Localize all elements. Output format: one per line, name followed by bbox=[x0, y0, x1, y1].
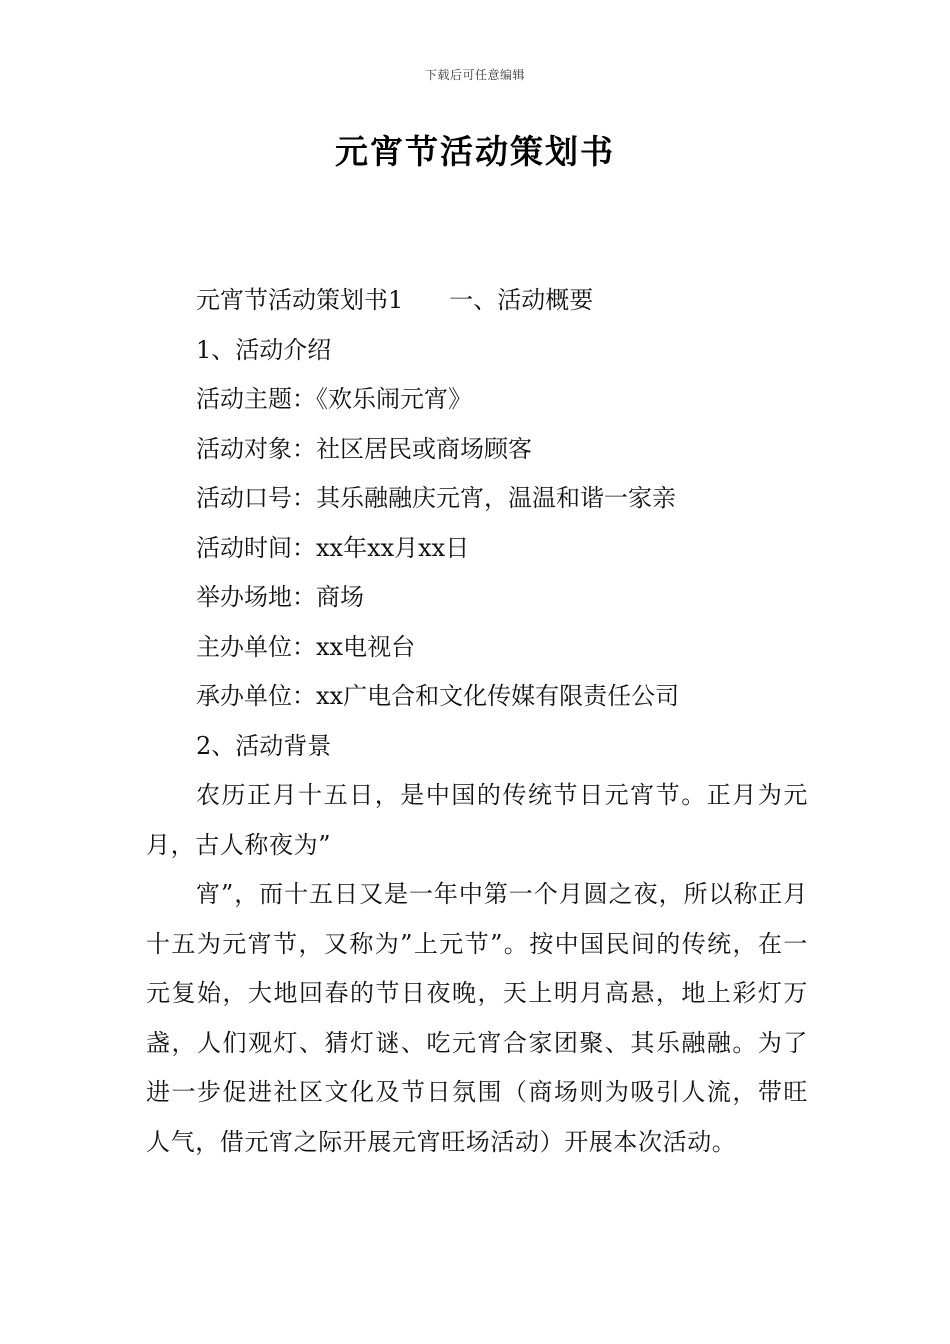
background-paragraph-1: 农历正月十五日，是中国的传统节日元宵节。正月为元月，古人称夜为” bbox=[146, 781, 808, 859]
item-organizer: 承办单位：xx广电合和文化传媒有限责任公司 bbox=[196, 682, 680, 710]
header-note: 下载后可任意编辑 bbox=[424, 68, 525, 82]
heading-line-left: 元宵节活动策划书1 bbox=[196, 286, 404, 314]
item-theme: 活动主题：《欢乐闹元宵》 bbox=[196, 385, 472, 413]
document-title: 元宵节活动策划书 bbox=[335, 132, 615, 171]
item-time: 活动时间：xx年xx月xx日 bbox=[196, 533, 470, 562]
item-audience: 活动对象：社区居民或商场顾客 bbox=[196, 434, 532, 463]
section-heading-background: 2、活动背景 bbox=[196, 731, 332, 760]
background-paragraph-2: 宵”，而十五日又是一年中第一个月圆之夜，所以称正月十五为元宵节，又称为”上元节”。按中国民间的传统，在一元复始，大地回春的节日夜晚，天上明月高悬，地上彩灯万盏，人们观灯、猜灯谜、吃元宵合家团聚、其乐融融。为了进一步促进社区文化及节日氛围（商场则为吸引人流，带旺人气，借元宵之际开展元宵旺场活动）开展本次活动。 bbox=[146, 880, 808, 1156]
document-body bbox=[146, 276, 808, 1167]
item-slogan: 活动口号：其乐融融庆元宵，温温和谐一家亲 bbox=[196, 484, 676, 512]
item-venue: 举办场地：商场 bbox=[196, 583, 364, 611]
section-heading-intro: 1、活动介绍 bbox=[196, 335, 332, 364]
heading-line-right: 一、活动概要 bbox=[449, 286, 594, 314]
item-host: 主办单位：xx电视台 bbox=[196, 632, 416, 661]
heading-line bbox=[146, 276, 808, 326]
